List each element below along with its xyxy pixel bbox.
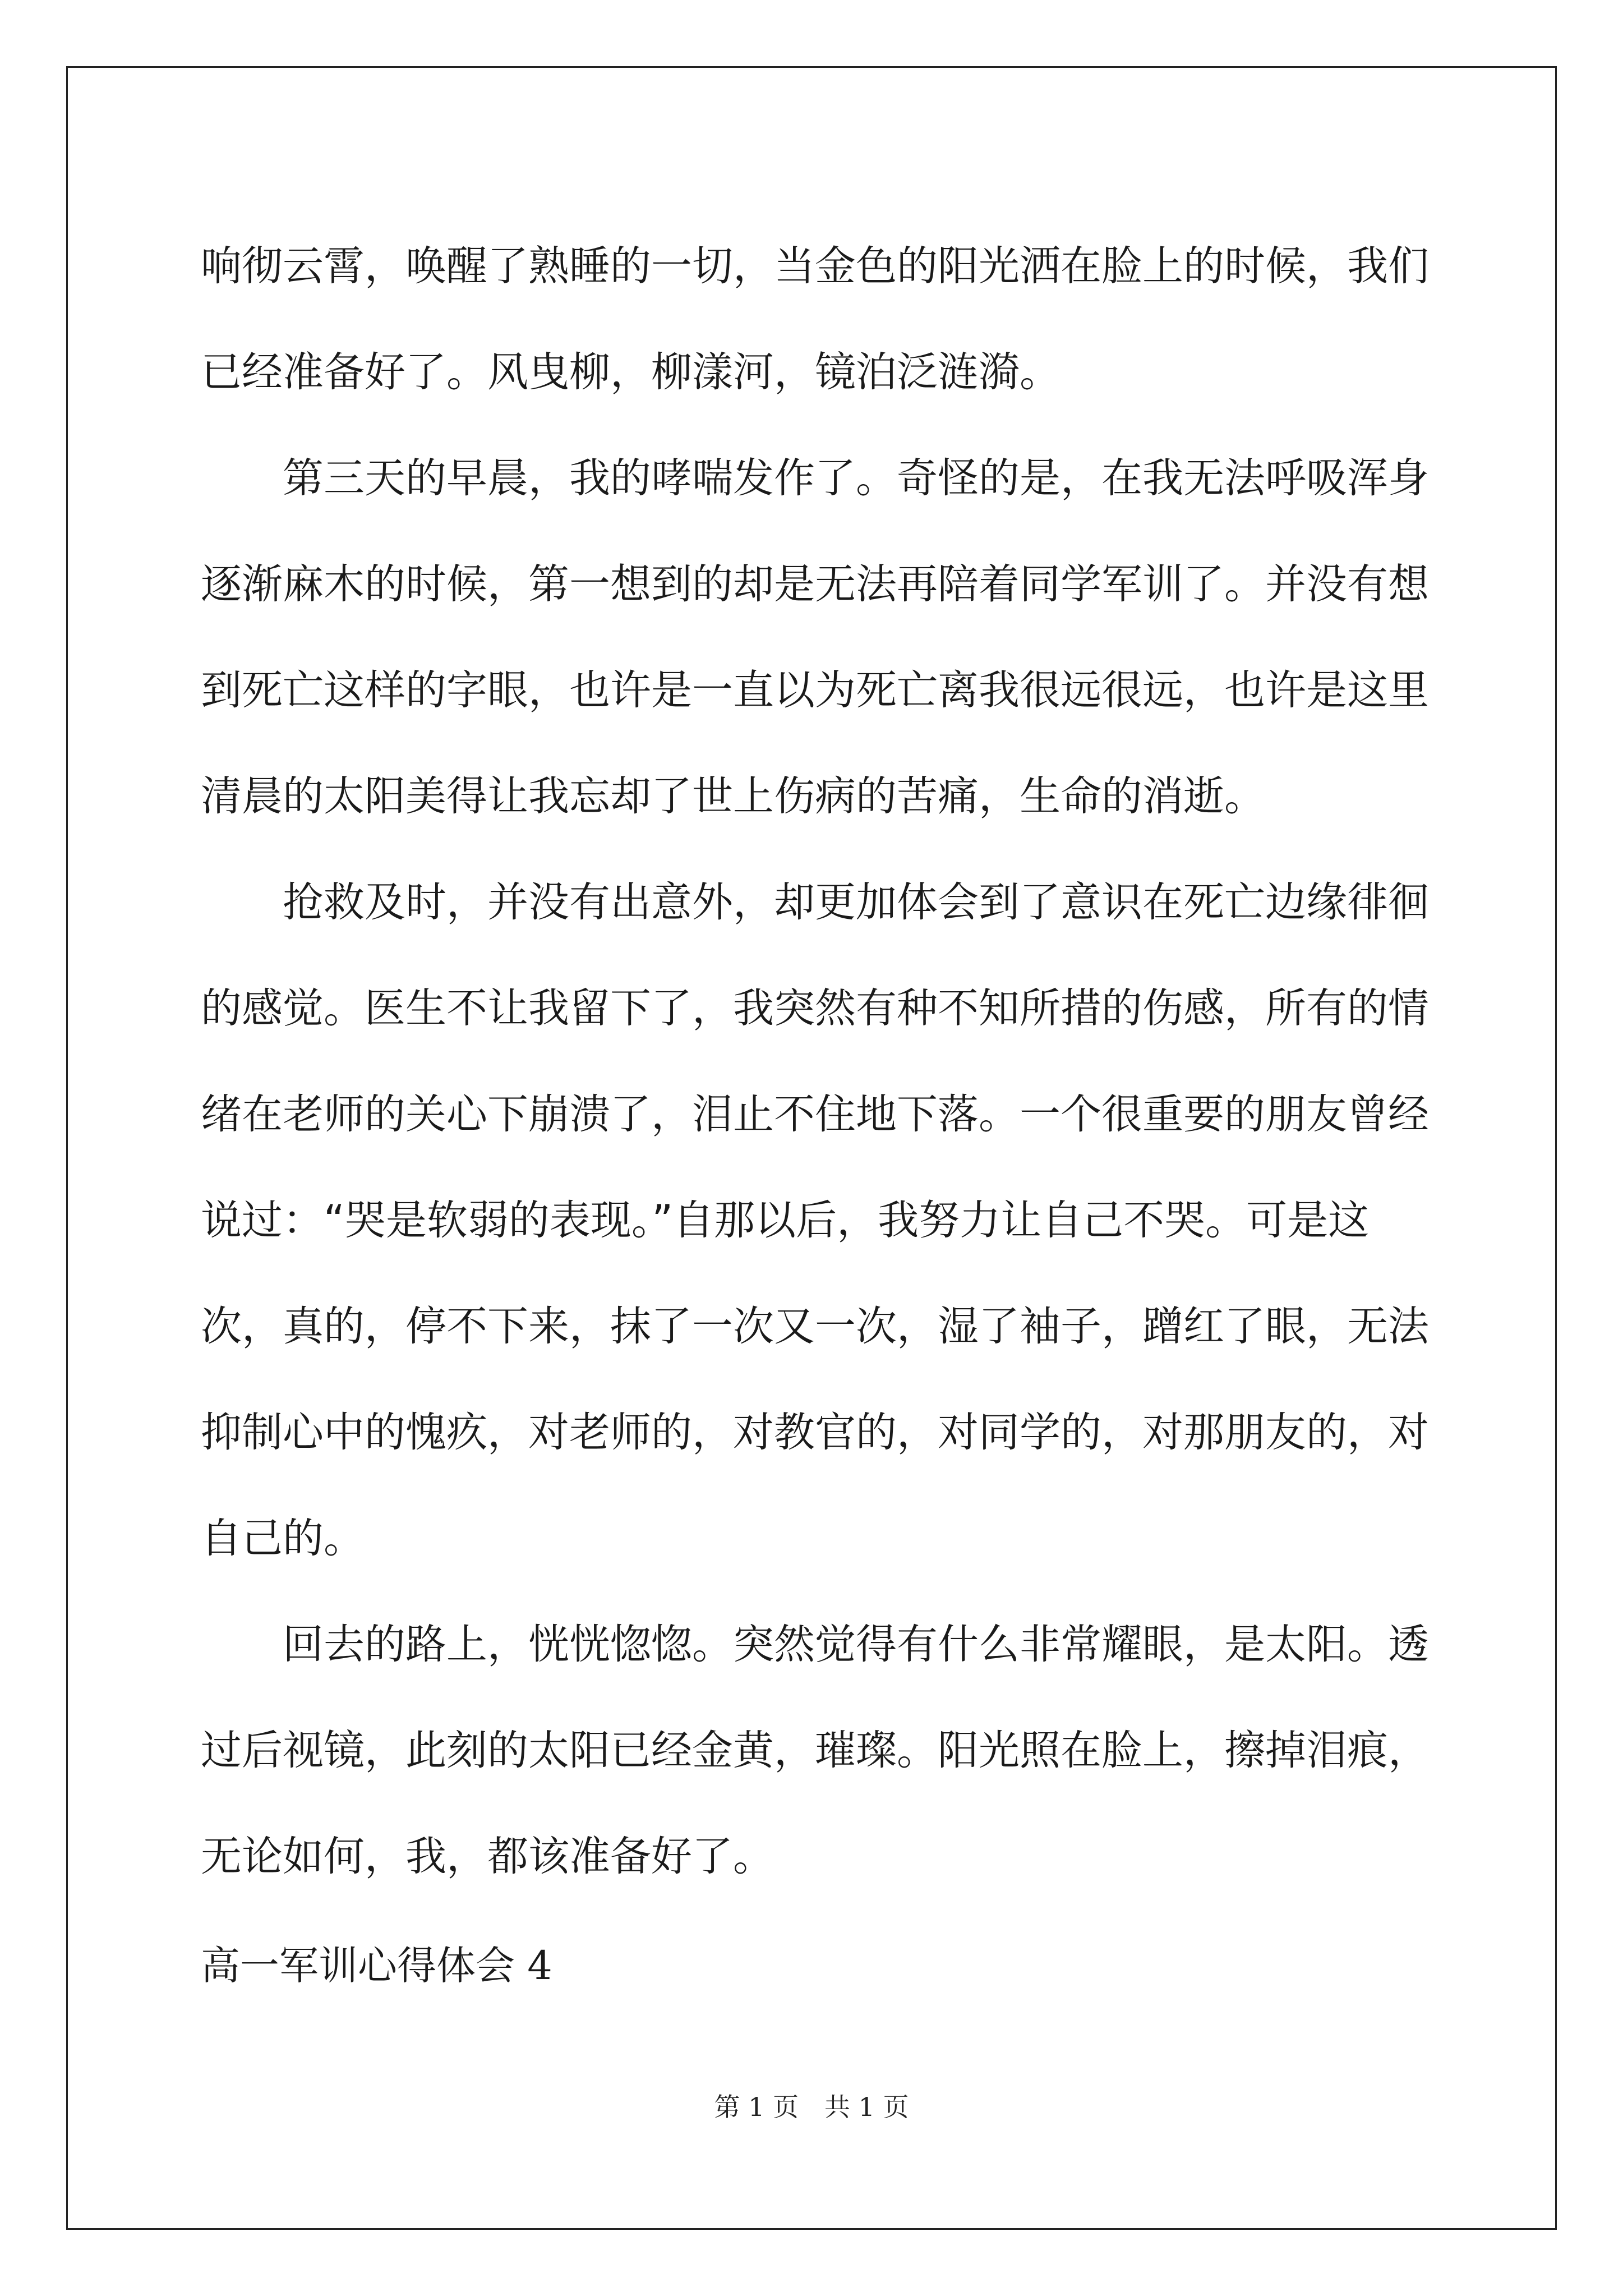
page-number-footer: 第 1 页 共 1 页	[714, 2092, 909, 2122]
section-heading: 高一军训心得体会 4	[201, 1943, 552, 1989]
text-line: 已经准备好了。风曳柳，柳漾河，镜泊泛涟漪。	[201, 348, 1061, 396]
text-line: 次，真的，停不下来，抹了一次又一次，湿了袖子，蹭红了眼，无法	[201, 1303, 1429, 1350]
paragraph-start-line: 回去的路上，恍恍惚惚。突然觉得有什么非常耀眼，是太阳。透	[283, 1621, 1429, 1668]
text-line: 响彻云霄，唤醒了熟睡的一切，当金色的阳光洒在脸上的时候，我们	[201, 242, 1429, 290]
document-body	[201, 213, 1435, 2009]
text-line: 无论如何，我，都该准备好了。	[201, 1833, 774, 1880]
text-line: 到死亡这样的字眼，也许是一直以为死亡离我很远很远，也许是这里	[201, 666, 1429, 714]
text-line: 抑制心中的愧疚，对老师的，对教官的，对同学的，对那朋友的，对	[201, 1409, 1429, 1456]
text-line: 清晨的太阳美得让我忘却了世上伤病的苦痛，生命的消逝。	[201, 772, 1265, 820]
text-line: 的感觉。医生不让我留下了，我突然有种不知所措的伤感，所有的情	[201, 984, 1429, 1032]
text-line: 说过：“哭是软弱的表现。”自那以后，我努力让自己不哭。可是这	[201, 1197, 1370, 1244]
paragraph-start-line: 抢救及时，并没有出意外，却更加体会到了意识在死亡边缘徘徊	[283, 878, 1429, 926]
text-line: 绪在老师的关心下崩溃了，泪止不住地下落。一个很重要的朋友曾经	[201, 1091, 1429, 1138]
text-line: 逐渐麻木的时候，第一想到的却是无法再陪着同学军训了。并没有想	[201, 560, 1429, 608]
text-line: 自己的。	[201, 1515, 365, 1562]
text-line: 过后视镜，此刻的太阳已经金黄，璀璨。阳光照在脸上，擦掉泪痕，	[201, 1727, 1429, 1774]
paragraph-start-line: 第三天的早晨，我的哮喘发作了。奇怪的是，在我无法呼吸浑身	[283, 454, 1429, 502]
